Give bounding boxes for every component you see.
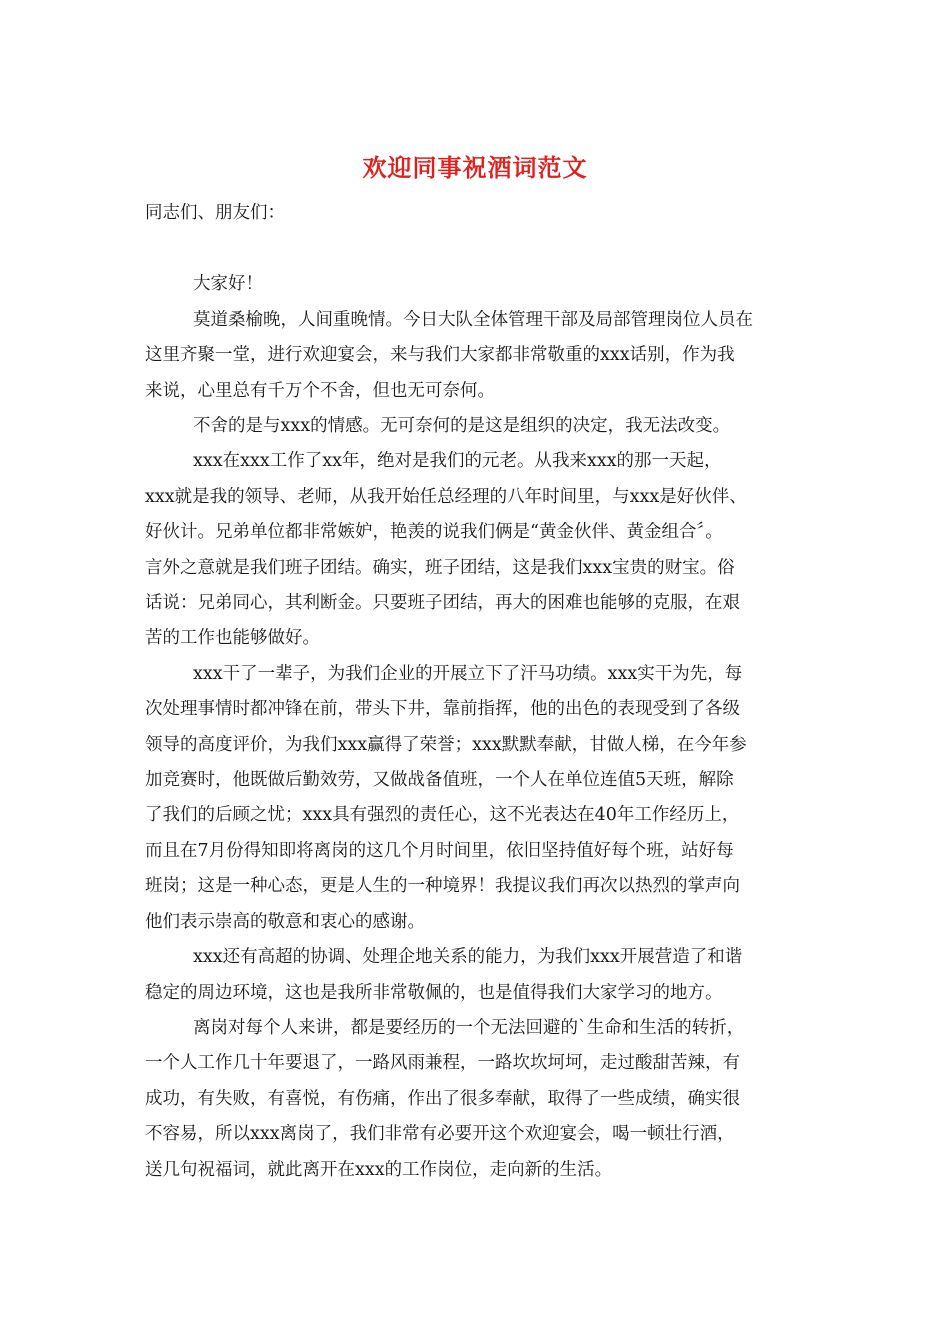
- paragraph-line: xxx在xxx工作了xx年，绝对是我们的元老。从我来xxx的那一天起，: [193, 451, 722, 472]
- paragraph-line: 苦的工作也能够做好。: [145, 628, 320, 649]
- paragraph-line: 好伙计。兄弟单位都非常嫉妒，艳羡的说我们俩是“黄金伙伴、黄金组合〞。: [145, 522, 723, 543]
- paragraph-line: 稳定的周边环境，这也是我所非常敬佩的，也是值得我们大家学习的地方。: [145, 982, 723, 1003]
- paragraph-line: 加竞赛时，他既做后勤效劳，又做战备值班，一个人在单位连值5天班，解除: [145, 770, 734, 791]
- paragraph-list: [145, 267, 810, 1188]
- paragraph-line: 了我们的后顾之忧；xxx具有强烈的责任心，这不光表达在40年工作经历上，: [145, 805, 740, 826]
- paragraph-line: 莫道桑榆晚，人间重晚情。今日大队全体管理干部及局部管理岗位人员在: [193, 309, 753, 330]
- document-title: 欢迎同事祝酒词范文: [362, 153, 588, 182]
- paragraph-line: 话说：兄弟同心，其利断金。只要班子团结，再大的困难也能够的克服，在艰: [145, 593, 740, 614]
- paragraph: [145, 657, 810, 940]
- paragraph-line: 而且在7月份得知即将离岗的这几个月时间里，依旧坚持值好每个班，站好每: [145, 840, 734, 861]
- blank-line: [145, 231, 810, 267]
- paragraph-line: xxx还有高超的协调、处理企地关系的能力，为我们xxx开展营造了和谐: [193, 947, 743, 968]
- paragraph-line: 言外之意就是我们班子团结。确实，班子团结，这是我们xxx宝贵的财宝。俗: [145, 557, 735, 578]
- paragraph-line: 不舍的是与xxx的情感。无可奈何的是这是组织的决定，我无法改变。: [193, 416, 731, 437]
- paragraph-line: xxx干了一辈子，为我们企业的开展立下了汗马功绩。xxx实干为先，每: [193, 663, 743, 684]
- document-body: [145, 196, 810, 1188]
- paragraph-line: xxx就是我的领导、老师，从我开始任总经理的八年时间里，与xxx是好伙伴、: [145, 486, 747, 507]
- paragraph: [145, 1011, 810, 1188]
- paragraph: [145, 409, 810, 444]
- paragraph-line: 领导的高度评价，为我们xxx赢得了荣誉；xxx默默奉献，甘做人梯，在今年参: [145, 734, 747, 755]
- paragraph-line: 一个人工作几十年要退了，一路风雨兼程，一路坎坎坷坷，走过酸甜苦辣，有: [145, 1053, 740, 1074]
- paragraph-line: 来说，心里总有千万个不舍，但也无可奈何。: [145, 380, 495, 401]
- salutation: 同志们、朋友们：: [145, 203, 285, 223]
- paragraph: [145, 267, 810, 302]
- paragraph-line: 送几句祝福词，就此离开在xxx的工作岗位，走向新的生活。: [145, 1159, 613, 1180]
- paragraph-line: 大家好！: [193, 274, 263, 295]
- paragraph: [145, 303, 810, 409]
- paragraph-line: 这里齐聚一堂，进行欢迎宴会，来与我们大家都非常敬重的xxx话别，作为我: [145, 345, 735, 366]
- paragraph-line: 成功，有失败，有喜悦，有伤痛，作出了很多奉献，取得了一些成绩，确实很: [145, 1088, 740, 1109]
- paragraph-line: 不容易，所以xxx离岗了，我们非常有必要开这个欢迎宴会，喝一顿壮行酒，: [145, 1124, 735, 1145]
- paragraph: [145, 940, 810, 1011]
- paragraph: [145, 444, 810, 656]
- paragraph-line: 班岗；这是一种心态，更是人生的一种境界！我提议我们再次以热烈的掌声向: [145, 876, 740, 897]
- paragraph-line: 他们表示崇高的敬意和衷心的感谢。: [145, 911, 425, 932]
- paragraph-line: 离岗对每个人来讲，都是要经历的一个无法回避的`生命和生活的转折，: [193, 1017, 745, 1038]
- paragraph-line: 次处理事情时都冲锋在前，带头下井，靠前指挥，他的出色的表现受到了各级: [145, 699, 740, 720]
